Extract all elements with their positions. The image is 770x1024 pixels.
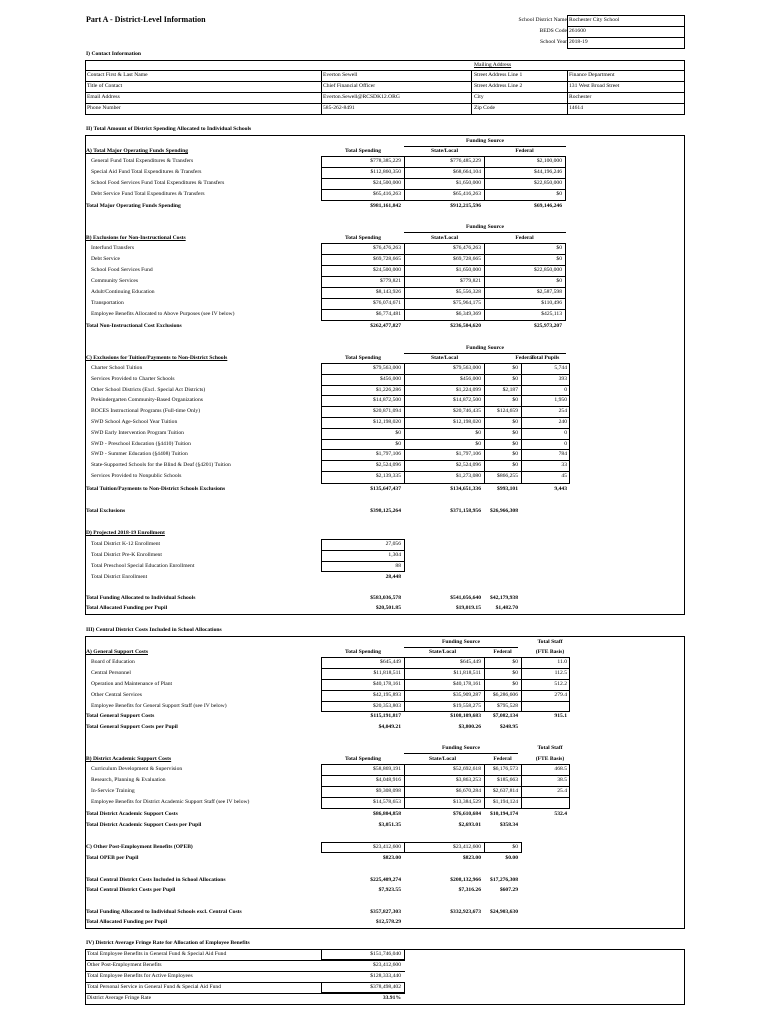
exclusion-row-label: Debt Service: [91, 256, 121, 262]
col-federal-header: Federal: [493, 649, 512, 655]
federal-field[interactable]: $6,176,573: [492, 766, 518, 772]
district-name-field[interactable]: Rochester City School: [569, 17, 620, 23]
fringe-field[interactable]: $378,498,402: [370, 984, 401, 990]
section-a-total: $981,161,842: [370, 203, 401, 209]
federal-field[interactable]: $0: [512, 440, 518, 447]
federal-field[interactable]: $866,255: [497, 473, 518, 479]
exclusion-row-label: School Food Services Fund: [91, 267, 153, 273]
section-c-total-label: Total Tuition/Payments to Non-District Schools Exclusions: [86, 486, 226, 492]
total-exclusions-total: $398,125,264: [370, 508, 401, 514]
excl-pupil-label: Total Allocated Funding per Pupil: [86, 919, 168, 925]
support-cost-row-label: Central Personnel: [91, 670, 131, 676]
alloc-pupil-state: $19,019.15: [455, 605, 481, 611]
support-cost-row-label: Board of Education: [91, 659, 135, 665]
state-local-field[interactable]: $75,964,175: [453, 300, 481, 306]
section-b-total-label: Total Non-Instructional Cost Exclusions: [86, 323, 182, 329]
exclusion-row-label: Adult/Continuing Education: [91, 289, 155, 295]
support-cost-row-label: Operation and Maintenance of Plant: [91, 681, 173, 687]
excl-central-state: $332,923,673: [450, 909, 481, 915]
central-pupil-label: Total Central District Costs per Pupil: [86, 887, 176, 893]
email-field[interactable]: Everton.Sewell@RCSDK12.ORG: [323, 94, 400, 100]
support-cost-row-label: Other Central Services: [91, 692, 142, 698]
total-spending-field[interactable]: $76,476,263: [373, 245, 401, 251]
contact-name-field[interactable]: Everton Sewell: [323, 72, 358, 78]
fringe-field[interactable]: $23,412,600: [373, 962, 401, 968]
state-local-field[interactable]: $5,556,328: [455, 289, 481, 295]
total-spending-field[interactable]: $24,500,000: [373, 180, 401, 186]
total-pupils-field[interactable]: 5,744: [554, 365, 567, 371]
support-cost-row-label: Employee Benefits for General Support Staff (see IV below): [91, 703, 227, 709]
total-spending-field[interactable]: $58,869,191: [373, 766, 401, 772]
section-b-state: $236,504,620: [450, 323, 481, 329]
col-pupils-header: Total Pupils: [530, 355, 560, 361]
section4-heading: IV) District Average Fringe Rate for Allocation of Employee Benefits: [86, 940, 250, 946]
tuition-row-label: Prekindergarten Community-Based Organizations: [91, 397, 203, 404]
col-federal-header: Federal: [515, 235, 534, 241]
total-spending-field[interactable]: $6,774,481: [375, 311, 401, 317]
col-state-header: State/Local: [428, 649, 457, 655]
total-exclusions-federal: $26,966,308: [490, 508, 518, 514]
federal-field[interactable]: $6,286,606: [492, 692, 518, 698]
central-b-total-label: Total District Academic Support Costs: [86, 811, 178, 817]
central-b-pupil-label: Total District Academic Support Costs per Pupil: [86, 822, 202, 828]
spending-row-label: School Food Services Fund Total Expenditures & Transfers: [91, 180, 225, 186]
central-pupil-federal: $607.29: [499, 887, 518, 893]
total-spending-field[interactable]: $4,048,916: [375, 777, 401, 783]
federal-field[interactable]: $425,113: [541, 311, 562, 317]
funding-source-header: Funding Source: [466, 345, 504, 351]
central-b-pupil-federal: $358.34: [499, 822, 518, 828]
central-a-total-label: Total General Support Costs: [86, 713, 155, 719]
state-local-field[interactable]: $6,349,369: [455, 311, 481, 317]
alloc-pupil-label: Total Allocated Funding per Pupil: [86, 605, 168, 611]
contact-title-label: Title of Contact: [87, 83, 123, 89]
col-total-header: Total Spending: [344, 148, 381, 154]
central-a-pupil-state: $3,800.26: [458, 724, 481, 730]
section-c-state: $134,651,336: [450, 486, 481, 492]
total-exclusions-label: Total Exclusions: [86, 508, 126, 514]
central-a-federal: $7,082,134: [492, 713, 518, 719]
zip-label: Zip Code: [474, 105, 495, 111]
enrollment-row-label: Total District Pre-K Enrollment: [91, 552, 162, 558]
state-local-field[interactable]: $1,650,000: [455, 267, 481, 273]
spending-row-label: Debt Service Fund Total Expenditures & Transfers: [91, 191, 205, 197]
excl-central-total: $357,827,303: [370, 909, 401, 915]
fringe-row-label: Total Personal Service in General Fund & Special Aid Fund: [87, 984, 221, 990]
total-spending-field[interactable]: $20,871,094: [373, 408, 401, 415]
total-spending-field[interactable]: $1,797,106: [375, 451, 401, 458]
state-local-field[interactable]: $13,384,529: [453, 799, 481, 805]
school-year-field[interactable]: 2018-19: [569, 39, 588, 45]
spending-row-label: General Fund Total Expenditures & Transfers: [91, 158, 194, 164]
state-local-field[interactable]: $645,449: [460, 659, 481, 665]
alloc-pupil-federal: $1,482.70: [495, 605, 518, 611]
state-local-field[interactable]: $1,273,080: [455, 473, 481, 479]
street2-label: Street Address Line 2: [474, 83, 523, 89]
tuition-row-label: Charter School Tuition: [91, 365, 143, 371]
federal-field[interactable]: $0: [512, 659, 518, 665]
section-c-pupils: 9,443: [554, 486, 567, 492]
central-b-fte: 532.4: [554, 811, 567, 817]
state-local-field[interactable]: $2,524,096: [455, 462, 481, 469]
total-spending-field[interactable]: $14,578,653: [373, 799, 401, 805]
total-pupils-field[interactable]: 0: [564, 386, 567, 393]
fringe-rate: 33.91%: [382, 995, 401, 1001]
total-pupils-field[interactable]: 784: [558, 451, 567, 458]
state-local-field[interactable]: $456,000: [460, 375, 481, 382]
total-spending-field[interactable]: $40,178,161: [373, 681, 401, 687]
opeb-state-field[interactable]: $23,412,600: [453, 844, 481, 850]
section-c-federal: $993,101: [497, 486, 518, 492]
central-a-pupil-federal: $248.95: [499, 724, 518, 730]
total-exclusions-state: $371,158,956: [450, 508, 481, 514]
opeb-total-field[interactable]: $23,412,600: [373, 844, 401, 850]
section-c-total: $135,647,437: [370, 486, 401, 492]
col-staff-header: Total Staff: [537, 745, 563, 751]
total-spending-field[interactable]: $65,416,263: [373, 191, 401, 197]
tuition-row-label: BOCES Instructional Programs (Full-time Only): [91, 408, 201, 415]
fringe-row-label: District Average Fringe Rate: [87, 995, 152, 1001]
email-label: Email Address: [87, 94, 120, 100]
enrollment-field[interactable]: 88: [395, 563, 401, 569]
central-b-total: $86,804,858: [373, 811, 401, 817]
contact-heading: I) Contact Information: [86, 51, 142, 57]
section-c-title: C) Exclusions for Tuition/Payments to Non-District Schools: [86, 355, 228, 361]
street1-field[interactable]: Finance Department: [569, 72, 615, 78]
state-local-field[interactable]: $0: [475, 440, 481, 447]
tuition-row-label: Services Provided to Charter Schools: [91, 375, 175, 382]
federal-field[interactable]: $2,587,598: [536, 289, 562, 295]
funding-source-header: Funding Source: [466, 138, 504, 144]
mailing-address-heading: Mailing Address: [474, 62, 512, 68]
federal-field[interactable]: $110,496: [541, 300, 562, 306]
tuition-row-label: Services Provided to Nonpublic Schools: [91, 473, 182, 479]
total-spending-field[interactable]: $14,872,500: [373, 397, 401, 404]
state-local-field[interactable]: $19,558,275: [453, 703, 481, 709]
total-spending-field[interactable]: $2,524,096: [375, 462, 401, 469]
opeb-pupil-label: Total OPEB per Pupil: [86, 855, 139, 861]
tuition-row-label: SWD School Age-School Year Tuition: [91, 419, 178, 425]
central-a-state: $108,109,683: [450, 713, 481, 719]
opeb-pupil-state: $823.00: [462, 855, 481, 861]
federal-field[interactable]: $185,663: [497, 777, 518, 783]
beds-code-field[interactable]: 261600: [569, 28, 586, 34]
col-fte-header: (FTE Basis): [535, 756, 565, 762]
col-total-header: Total Spending: [344, 756, 381, 762]
total-spending-field[interactable]: $778,385,229: [370, 158, 401, 164]
enrollment-row-label: Total District K-12 Enrollment: [91, 541, 161, 547]
total-spending-field[interactable]: $20,353,803: [373, 703, 401, 709]
federal-field[interactable]: $22,850,000: [534, 180, 562, 186]
state-local-field[interactable]: $35,909,287: [453, 692, 481, 698]
phone-field[interactable]: 585-262-8491: [323, 105, 355, 111]
school-year-label: School Year: [539, 39, 567, 45]
state-local-field[interactable]: $1,224,099: [455, 386, 481, 393]
central-b-pupil-state: $2,693.01: [458, 822, 481, 828]
state-local-field[interactable]: $776,485,229: [450, 158, 481, 164]
total-spending-field[interactable]: $456,000: [380, 375, 401, 382]
funding-source-header: Funding Source: [466, 224, 504, 230]
section2-heading: II) Total Amount of District Spending Allocated to Individual Schools: [86, 126, 252, 132]
section-b-total: $262,477,827: [370, 323, 401, 329]
total-alloc-state: $541,056,640: [450, 595, 481, 601]
total-spending-field[interactable]: $2,139,335: [375, 473, 401, 479]
section-a-title: A) Total Major Operating Funds Spending: [86, 148, 189, 154]
fringe-row-label: Total Employee Benefits for Active Employees: [87, 973, 193, 979]
contact-name-label: Contact First & Last Name: [87, 72, 148, 78]
federal-field[interactable]: $0: [512, 451, 518, 458]
federal-field[interactable]: $0: [512, 365, 518, 371]
total-spending-field[interactable]: $1,226,286: [375, 386, 401, 393]
state-local-field[interactable]: $76,476,263: [453, 245, 481, 251]
fringe-row-label: Other Post-Employment Benefits: [87, 962, 162, 968]
central-federal: $17,276,308: [490, 877, 518, 883]
total-pupils-field[interactable]: 240: [558, 419, 567, 425]
state-local-field[interactable]: $40,178,161: [453, 681, 481, 687]
district-name-label: School District Name: [518, 17, 567, 23]
opeb-pupil-total: $823.00: [382, 855, 401, 861]
central-b-state: $76,610,684: [453, 811, 481, 817]
total-alloc-label: Total Funding Allocated to Individual Schools: [86, 595, 196, 601]
tuition-row-label: SWD - Preschool Education (§4410) Tuition: [91, 440, 191, 447]
total-pupils-field[interactable]: 1,950: [554, 397, 567, 404]
federal-field[interactable]: $0: [556, 256, 562, 262]
state-local-field[interactable]: $20,746,435: [453, 408, 481, 415]
tuition-row-label: State-Supported Schools for the Blind & Deaf (§4201) Tuition: [91, 462, 231, 469]
col-staff-header: Total Staff: [537, 639, 563, 645]
enrollment-field[interactable]: 1,304: [388, 552, 401, 558]
col-total-header: Total Spending: [344, 649, 381, 655]
total-pupils-field[interactable]: 45: [561, 473, 567, 479]
total-spending-field[interactable]: $11,818,511: [373, 670, 401, 676]
col-total-header: Total Spending: [344, 235, 381, 241]
total-alloc-total: $583,036,578: [370, 595, 401, 601]
federal-field[interactable]: $2,187: [502, 386, 518, 393]
federal-field[interactable]: $124,659: [497, 408, 518, 415]
federal-field[interactable]: $0: [512, 397, 518, 404]
central-state: $208,132,966: [450, 877, 481, 883]
spending-row-label: Special Aid Fund Total Expenditures & Transfers: [91, 169, 202, 175]
tuition-row-label: Other School Districts (Excl. Special Act Districts): [91, 386, 206, 393]
col-state-header: State/Local: [428, 756, 457, 762]
central-pupil-state: $7,316.26: [458, 887, 481, 893]
opeb-pupil-federal: $0.00: [505, 855, 518, 861]
state-local-field[interactable]: $3,863,253: [455, 777, 481, 783]
total-spending-field[interactable]: $0: [395, 440, 401, 447]
enrollment-row-label: Total Preschool Special Education Enrollment: [91, 563, 195, 569]
state-local-field[interactable]: $11,818,511: [453, 670, 481, 676]
federal-field[interactable]: $0: [556, 245, 562, 251]
central-c-title: C) Other Post-Employment Benefits (OPEB): [86, 844, 193, 850]
col-state-header: State/Local: [430, 355, 459, 361]
section-b-federal: $25,973,207: [534, 323, 562, 329]
col-state-header: State/Local: [430, 235, 459, 241]
opeb-federal-field[interactable]: $0: [512, 844, 518, 850]
excl-pupil-total: $12,578.29: [375, 919, 401, 925]
federal-field[interactable]: $0: [556, 278, 562, 284]
col-fte-header: (FTE Basis): [535, 649, 565, 655]
federal-field[interactable]: $44,196,246: [534, 169, 562, 175]
state-local-field[interactable]: $0: [475, 429, 481, 436]
central-a-total: $115,191,817: [370, 713, 401, 719]
phone-label: Phone Number: [87, 105, 121, 111]
central-total-label: Total Central District Costs Included in School Allocations: [86, 877, 226, 883]
central-a-pupil-total: $4,049.21: [378, 724, 401, 730]
fte-field[interactable]: 25.4: [557, 788, 567, 794]
federal-field[interactable]: $0: [556, 191, 562, 197]
total-pupils-field[interactable]: 0: [564, 440, 567, 447]
federal-field[interactable]: $0: [512, 419, 518, 425]
page-title: Part A - District-Level Information: [86, 15, 206, 24]
excl-central-label: Total Funding Allocated to Individual Schools excl. Central Costs: [86, 909, 242, 915]
total-spending-field[interactable]: $79,563,000: [373, 365, 401, 371]
federal-field[interactable]: $0: [512, 375, 518, 382]
fringe-field[interactable]: $151,746,040: [370, 951, 401, 957]
fringe-field[interactable]: $128,333,440: [370, 973, 401, 979]
federal-field[interactable]: $0: [512, 681, 518, 687]
total-pupils-field[interactable]: 393: [558, 375, 567, 382]
col-federal-header: Federal: [515, 148, 534, 154]
fringe-row-label: Total Employee Benefits in General Fund & Special Aid Fund: [87, 951, 227, 957]
total-spending-field[interactable]: $12,198,020: [373, 419, 401, 425]
col-federal-header: Federal: [515, 355, 534, 361]
tuition-row-label: SWD Early Intervention Program Tuition: [91, 429, 184, 436]
state-local-field[interactable]: $6,670,284: [455, 788, 481, 794]
fte-field[interactable]: 279.4: [554, 692, 567, 698]
federal-field[interactable]: $1,194,124: [492, 799, 518, 805]
central-total: $225,409,274: [370, 877, 401, 883]
zip-field[interactable]: 14614: [569, 105, 583, 111]
total-spending-field[interactable]: $76,074,671: [373, 300, 401, 306]
state-local-field[interactable]: $12,198,020: [453, 419, 481, 425]
total-spending-field[interactable]: $645,449: [380, 659, 401, 665]
total-spending-field[interactable]: $779,821: [380, 278, 401, 284]
excl-central-federal: $24,903,630: [490, 909, 518, 915]
fte-field[interactable]: 512.2: [554, 681, 567, 687]
tuition-row-label: SWD - Summer Education (§4408) Tuition: [91, 451, 188, 458]
fte-field[interactable]: 468.5: [554, 766, 567, 772]
city-field[interactable]: Rochester: [569, 94, 592, 100]
col-federal-header: Federal: [493, 756, 512, 762]
state-local-field[interactable]: $1,650,000: [455, 180, 481, 186]
total-spending-field[interactable]: $9,308,098: [375, 788, 401, 794]
total-spending-field[interactable]: $0: [395, 429, 401, 436]
federal-field[interactable]: $0: [512, 429, 518, 436]
funding-source-header: Funding Source: [442, 745, 480, 751]
federal-field[interactable]: $22,850,000: [534, 267, 562, 273]
alloc-pupil-total: $20,501.85: [375, 605, 401, 611]
central-a-title: A) General Support Costs: [86, 649, 148, 655]
federal-field[interactable]: $2,637,814: [492, 788, 518, 794]
central-b-pupil-total: $3,051.35: [378, 822, 401, 828]
col-state-header: State/Local: [430, 148, 459, 154]
street2-field[interactable]: 131 West Broad Street: [569, 83, 620, 89]
section-d-title: D) Projected 2018-19 Enrollment: [86, 530, 165, 536]
central-b-title: B) District Academic Support Costs: [86, 756, 172, 762]
col-total-header: Total Spending: [344, 355, 381, 361]
total-enrollment: 28,448: [385, 574, 401, 580]
state-local-field[interactable]: $52,692,618: [453, 766, 481, 772]
total-spending-field[interactable]: $42,195,893: [373, 692, 401, 698]
total-spending-field[interactable]: $8,143,926: [375, 289, 401, 295]
academic-cost-row-label: Research, Planning & Evaluation: [91, 777, 166, 783]
central-b-federal: $10,194,174: [490, 811, 518, 817]
section-a-total-label: Total Major Operating Funds Spending: [86, 203, 181, 209]
total-spending-field[interactable]: $69,728,665: [373, 256, 401, 262]
total-spending-field[interactable]: $112,860,350: [370, 169, 401, 175]
academic-cost-row-label: In-Service Training: [91, 788, 135, 794]
state-local-field[interactable]: $779,821: [460, 278, 481, 284]
federal-field[interactable]: $795,528: [497, 703, 518, 709]
exclusion-row-label: Employee Benefits Allocated to Above Purposes (see IV below): [91, 311, 235, 317]
central-a-pupil-label: Total General Support Costs per Pupil: [86, 724, 178, 730]
federal-field[interactable]: $2,100,000: [536, 158, 562, 164]
section-a-federal: $69,146,246: [534, 203, 562, 209]
state-local-field[interactable]: $79,563,000: [453, 365, 481, 371]
total-spending-field[interactable]: $24,500,000: [373, 267, 401, 273]
fte-field[interactable]: 38.5: [557, 777, 567, 783]
central-a-fte: 915.1: [554, 713, 567, 719]
academic-cost-row-label: Curriculum Development & Supervision: [91, 766, 183, 772]
enrollment-field[interactable]: 27,056: [385, 541, 401, 547]
state-local-field[interactable]: $69,728,665: [453, 256, 481, 262]
total-pupils-field[interactable]: 33: [561, 462, 567, 469]
section3-heading: III) Central District Costs Included in School Allocations: [86, 627, 222, 633]
section-b-title: B) Exclusions for Non-Instructional Costs: [86, 235, 186, 241]
beds-code-label: BEDS Code: [539, 28, 567, 34]
total-enrollment-label: Total District Enrollment: [91, 574, 148, 580]
street1-label: Street Address Line 1: [474, 72, 523, 78]
funding-source-header: Funding Source: [442, 639, 480, 645]
exclusion-row-label: Interfund Transfers: [91, 245, 135, 251]
total-alloc-federal: $42,179,938: [490, 595, 518, 601]
state-local-field[interactable]: $14,872,500: [453, 397, 481, 404]
exclusion-row-label: Community Services: [91, 278, 139, 284]
state-local-field[interactable]: $1,797,106: [455, 451, 481, 458]
fte-field[interactable]: 112.5: [554, 670, 567, 676]
central-pupil-total: $7,923.55: [378, 887, 401, 893]
total-pupils-field[interactable]: 0: [564, 429, 567, 436]
contact-title-field[interactable]: Chief Financial Officer: [323, 83, 376, 89]
fte-field[interactable]: 11.0: [557, 659, 567, 665]
city-label: City: [474, 94, 484, 100]
state-local-field[interactable]: $65,416,263: [453, 191, 481, 197]
exclusion-row-label: Transportation: [91, 300, 124, 306]
section-a-state: $912,215,596: [450, 203, 481, 209]
total-pupils-field[interactable]: 254: [558, 408, 567, 415]
state-local-field[interactable]: $68,664,104: [453, 169, 481, 175]
federal-field[interactable]: $0: [512, 462, 518, 469]
federal-field[interactable]: $0: [512, 670, 518, 676]
academic-cost-row-label: Employee Benefits for District Academic Support Staff (see IV below): [91, 799, 250, 805]
